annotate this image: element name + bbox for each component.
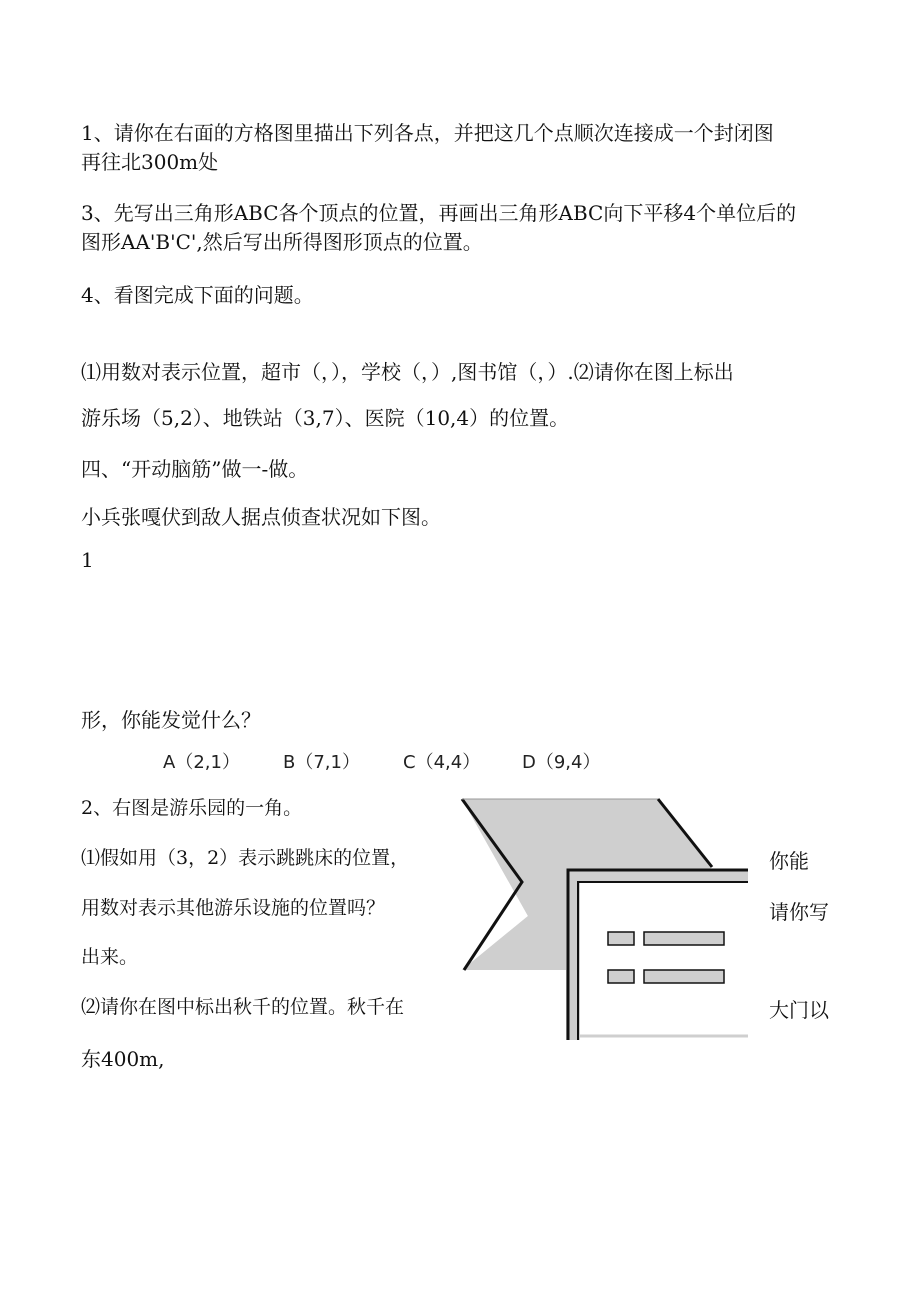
question-1-continuation: 形，你能发觉什么？ — [81, 708, 261, 732]
question-2-part-2-line-2: 东400m, — [81, 1047, 165, 1071]
question-1-line-1: 1、请你在右面的方格图里描出下列各点，并把这几个点顺次连接成一个封闭图 — [81, 121, 774, 145]
side-text-2: 请你写 — [769, 900, 829, 924]
stray-number: 1 — [81, 548, 94, 572]
side-text-3: 大门以 — [769, 998, 829, 1022]
side-text-1: 你能 — [769, 849, 809, 873]
question-2-part-1-line-1: ⑴假如用（3，2）表示跳跳床的位置， — [81, 847, 410, 869]
question-3-line-1: 3、先写出三角形ABC各个顶点的位置，再画出三角形ABC向下平移4个单位后的 — [81, 201, 797, 225]
question-2-part-1-line-2: 用数对表示其他游乐设施的位置吗？ — [81, 897, 386, 919]
question-1-line-2: 再往北300m处 — [81, 150, 219, 174]
point-c: C（4,4） — [403, 752, 481, 773]
question-2-part-1-line-3: 出来。 — [81, 946, 139, 968]
question-4-part-1: ⑴用数对表示位置，超市（，），学校（，）,图书馆（，）.⑵请你在图上标出 — [81, 360, 734, 384]
facility-long-bar-1 — [644, 932, 724, 945]
question-2-part-2-line-1: ⑵请你在图中标出秋千的位置。秋千在 — [81, 996, 405, 1018]
point-a: A（2,1） — [163, 752, 240, 773]
question-4-title: 4、看图完成下面的问题。 — [81, 283, 314, 307]
question-2-title: 2、右图是游乐园的一角。 — [81, 797, 303, 819]
point-b: B（7,1） — [283, 752, 360, 773]
facility-small-bar-2 — [608, 970, 634, 983]
section-4-heading: 四、“开动脑筋”做一-做。 — [81, 457, 309, 481]
question-3-line-2: 图形AA'B'C',然后写出所得图形顶点的位置。 — [81, 230, 483, 254]
park-diagram-svg — [456, 792, 748, 1040]
building-gray-band-top — [566, 870, 748, 882]
amusement-park-diagram — [456, 792, 748, 1040]
section-4-intro: 小兵张嘎伏到敌人据点侦查状况如下图。 — [81, 505, 441, 529]
building-inner-panel — [580, 884, 748, 1040]
facility-small-bar-1 — [608, 932, 634, 945]
point-d: D（9,4） — [522, 752, 601, 773]
facility-long-bar-2 — [644, 970, 724, 983]
question-4-part-2: 游乐场（5,2）、地铁站（3,7）、医院（10,4）的位置。 — [81, 406, 570, 430]
